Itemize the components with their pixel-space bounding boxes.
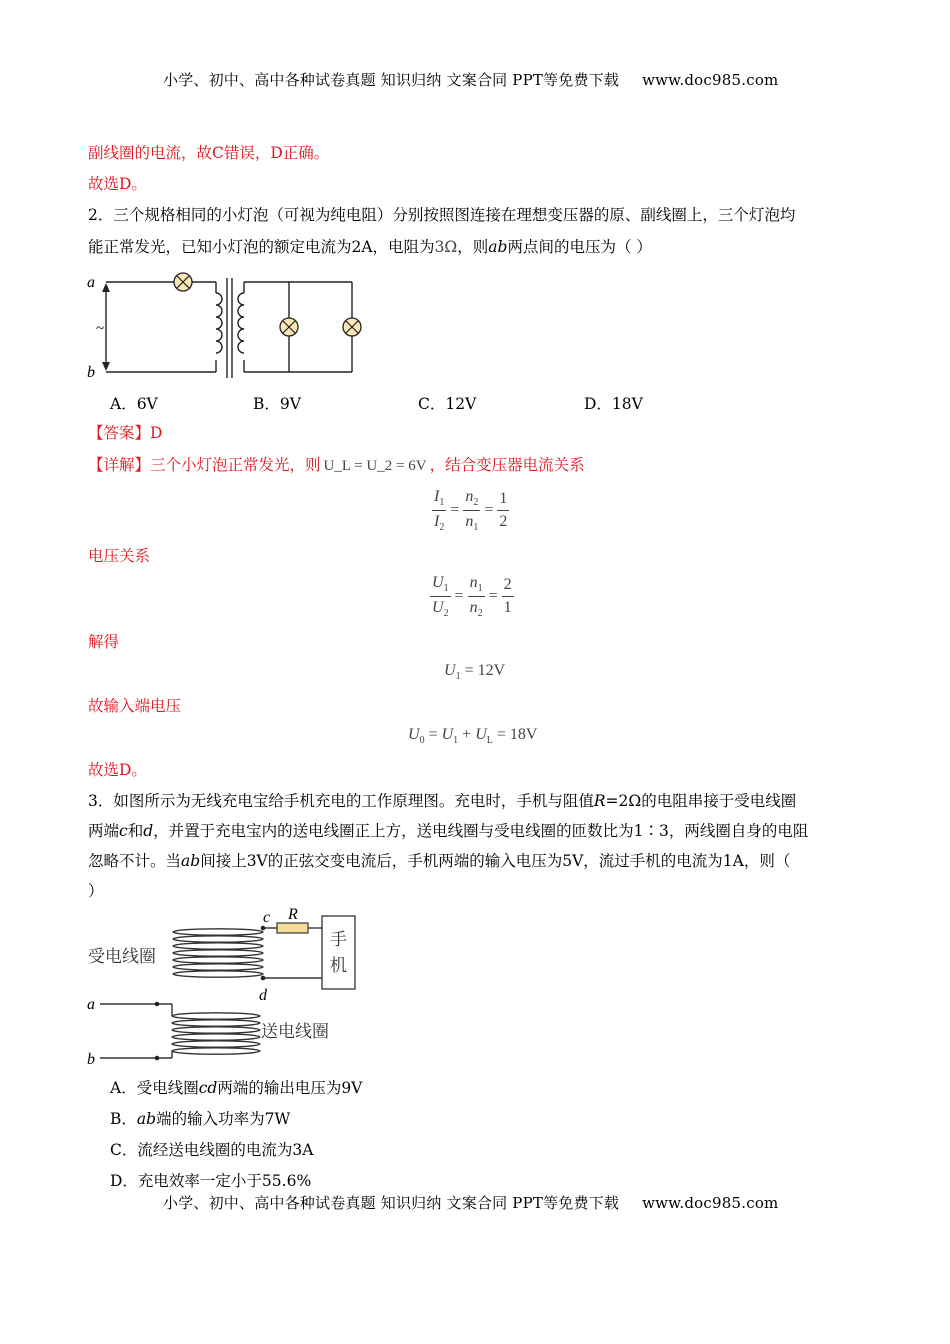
label-d: d	[259, 987, 267, 1004]
input-voltage-label: 故输入端电压	[88, 697, 182, 715]
voltage-label: 电压关系	[88, 547, 151, 565]
header-site: www.doc985.com	[642, 71, 779, 89]
label-c: c	[263, 909, 271, 926]
label-b: b	[87, 364, 95, 381]
prev-line-2: 故选D。	[88, 175, 147, 193]
label-b3: b	[87, 1051, 95, 1065]
send-coil	[172, 1013, 260, 1054]
q3-line-2: 两端c和d，并置于充电宝内的送电线圈正上方，送电线圈与受电线圈的匝数比为1∶3，两线圈自身的电阻	[88, 822, 809, 840]
q3-line-3: 忽略不计。当ab间接上3V的正弦交变电流后，手机两端的输入电压为5V，流过手机的电流为1A，则（	[88, 852, 791, 870]
send-coil-label: 送电线圈	[261, 1022, 329, 1042]
u1-result-eq: $U_1 = 12V$	[444, 662, 506, 683]
lamp-secondary-2	[343, 318, 361, 336]
answer2-detail	[88, 454, 585, 477]
receive-coil	[173, 929, 263, 977]
q2-line-1: 2．三个规格相同的小灯泡（可视为纯电阻）分别按照图连接在理想变压器的原、副线圈上，三个灯泡均	[88, 206, 796, 224]
header-text: 小学、初中、高中各种试卷真题 知识归纳 文案合同 PPT等免费下载	[163, 71, 620, 89]
phone-label-2: 机	[330, 956, 347, 976]
label-R: R	[288, 906, 298, 923]
q2-option-c[interactable]: C．12V	[418, 395, 477, 413]
page-header	[163, 69, 778, 90]
q3-line-4: ）	[88, 882, 104, 900]
voltage-relation-eq: $\frac{U_1}{U_2}$ = $\frac{n_1}{n_2}$ = $\frac{2}{1}$	[432, 574, 512, 620]
resistor-R	[277, 923, 308, 933]
answer2-label: 【答案】D	[88, 424, 163, 442]
ac-symbol: ~	[96, 321, 105, 337]
q2-option-a[interactable]: A．6V	[110, 395, 158, 413]
detail-text: 三个小灯泡正常发光，则	[150, 456, 321, 474]
u0-result-eq: $U_0 = U_1 + U_L = 18V$	[408, 726, 538, 747]
lamp-secondary-1	[280, 318, 298, 336]
q3-option-a[interactable]: A．受电线圈cd两端的输出电压为9V	[110, 1079, 363, 1097]
footer-site: www.doc985.com	[642, 1194, 779, 1212]
phone-box	[322, 916, 355, 989]
q2-line2-a: 能正常发光，已知小灯泡的额定电流为2A，电阻为	[88, 238, 435, 256]
receive-coil-label: 受电线圈	[88, 947, 156, 967]
footer-text: 小学、初中、高中各种试卷真题 知识归纳 文案合同 PPT等免费下载	[163, 1194, 620, 1212]
q3-option-c[interactable]: C．流经送电线圈的电流为3A	[110, 1141, 314, 1159]
q2-option-b[interactable]: B．9V	[253, 395, 301, 413]
wireless-charging-figure	[84, 903, 374, 1065]
q2-line-2	[88, 236, 652, 258]
answer2-final: 故选D。	[88, 761, 147, 779]
page-footer	[163, 1192, 778, 1213]
q2-line2-b: ，则	[457, 238, 489, 256]
prev-line-1: 副线圈的电流，故C错误，D正确。	[88, 144, 330, 162]
q2-option-d[interactable]: D．18V	[584, 395, 643, 413]
q2-ab: ab	[488, 238, 508, 256]
lamp-primary	[174, 273, 192, 291]
q3-option-b[interactable]: B．ab端的输入功率为7W	[110, 1110, 291, 1128]
solve-label: 解得	[88, 633, 120, 651]
current-relation-eq: $\frac{I_1}{I_2}$ = $\frac{n_2}{n_1}$ = $\frac{1}{2}$	[434, 488, 508, 534]
transformer-circuit-figure	[84, 268, 374, 386]
detail-tail: ，结合变压器电流关系	[429, 456, 585, 474]
detail-eq: U_L = U_2 = 6V	[323, 458, 427, 474]
detail-label: 【详解】	[88, 456, 151, 474]
q2-line2-c: 两点间的电压为（ ）	[507, 238, 652, 256]
q2-omega: 3Ω	[434, 238, 458, 256]
label-a: a	[87, 274, 95, 291]
q3-line-1: 3．如图所示为无线充电宝给手机充电的工作原理图。充电时，手机与阻值R=2Ω的电阻串接于受电线圈	[88, 792, 797, 810]
q3-option-d[interactable]: D．充电效率一定小于55.6%	[110, 1172, 312, 1190]
phone-label-1: 手	[330, 930, 347, 950]
label-a3: a	[87, 996, 95, 1013]
